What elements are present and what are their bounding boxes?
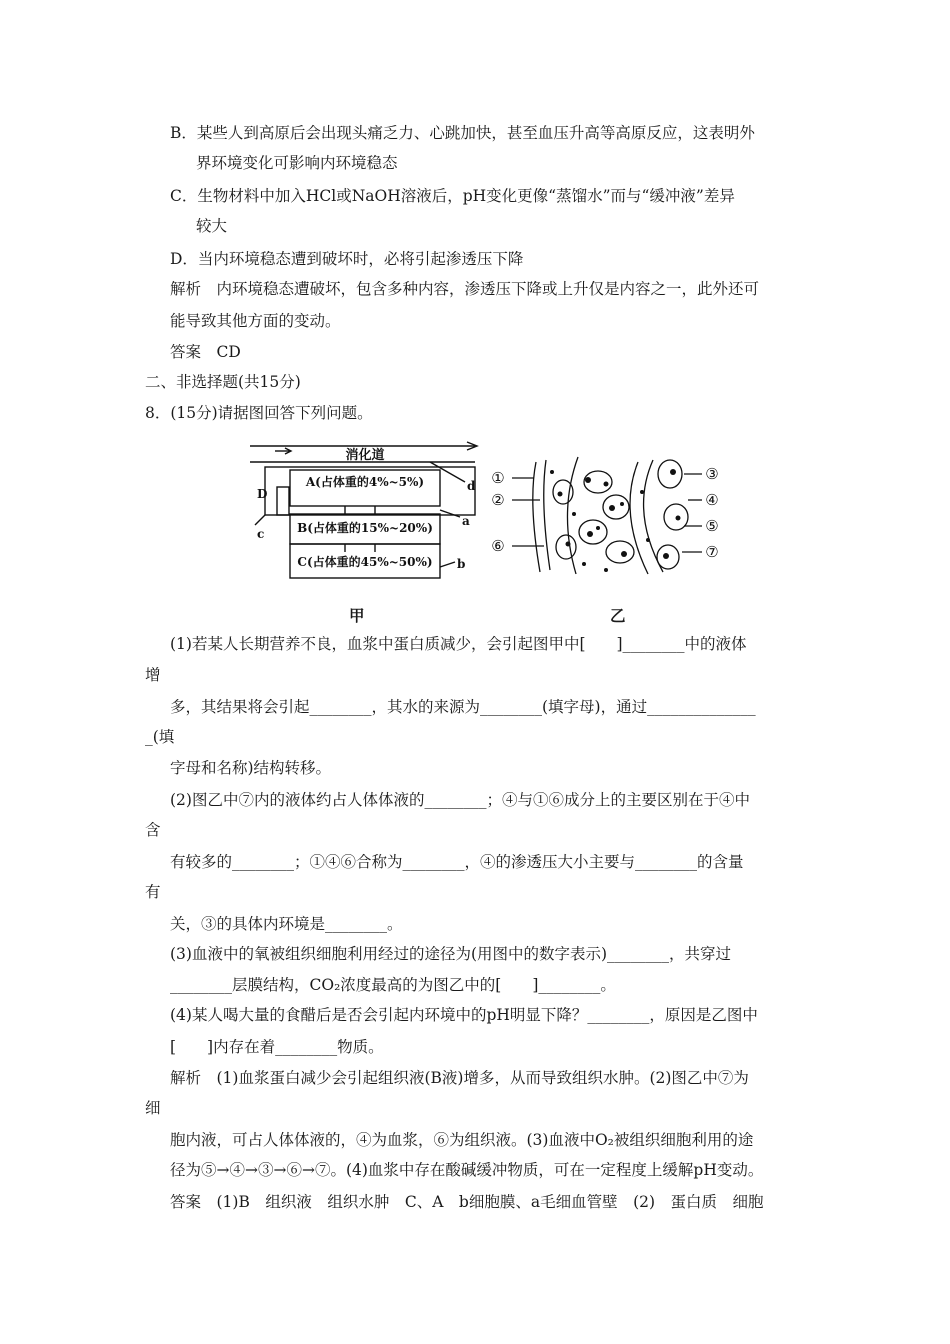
label-c: c [257, 527, 265, 541]
analysis-2-line1: 解析 (1)血浆蛋白减少会引起组织液(B液)增多，从而导致组织水肿。(2)图乙中⑦为 [170, 1069, 749, 1087]
caption-jia: 甲 [349, 606, 365, 625]
answer-2: 答案 (1)B 组织液 组织水肿 C、A b细胞膜、a毛细血管壁 (2) 蛋白质 细胞 [170, 1193, 764, 1211]
label-box-a: A(占体重的4%~5%) [305, 475, 425, 489]
option-c-line1: C．生物材料中加入HCl或NaOH溶液后，pH变化更像“蒸馏水”而与“缓冲液”差异 [170, 187, 735, 205]
option-c-line2: 较大 [196, 217, 228, 235]
q3-line1: (3)血液中的氧被组织细胞利用经过的途径为(用图中的数字表示)________，共穿过 [170, 945, 732, 963]
q1-line3: 多，其结果将会引起________，其水的来源为________(填字母)，通过______________ [170, 698, 756, 716]
q2-line4: 有 [145, 883, 161, 901]
q1-line1: (1)若某人长期营养不良，血浆中蛋白质减少，会引起图甲中[ ]________中的液体 [170, 635, 747, 653]
label-a: a [462, 514, 470, 528]
answer-1: 答案 CD [170, 343, 241, 361]
label-n7: ⑦ [705, 543, 719, 561]
label-n2: ② [491, 491, 505, 509]
caption-yi: 乙 [610, 606, 626, 625]
label-n6: ⑥ [491, 537, 505, 555]
analysis-2-line4: 径为⑤→④→③→⑥→⑦。(4)血浆中存在酸碱缓冲物质，可在一定程度上缓解pH变动。 [170, 1161, 764, 1179]
q1-line4: _(填 [145, 728, 175, 746]
q4-line1: (4)某人喝大量的食醋后是否会引起内环境中的pH明显下降？________，原因是乙图中 [170, 1006, 758, 1024]
analysis-1-line1: 解析 内环境稳态遭破坏，包含多种内容，渗透压下降或上升仅是内容之一，此外还可 [170, 280, 760, 298]
q1-line2: 增 [145, 666, 161, 684]
q2-line5: 关，③的具体内环境是________。 [170, 915, 403, 933]
analysis-2-line3: 胞内液，可占人体体液的，④为血浆，⑥为组织液。(3)血液中O₂被组织细胞利用的途 [170, 1131, 754, 1149]
option-b-line1: B．某些人到高原后会出现头痛乏力、心跳加快，甚至血压升高等高原反应，这表明外 [170, 124, 755, 142]
label-b: b [457, 557, 466, 571]
label-n5: ⑤ [705, 517, 719, 535]
label-n4: ④ [705, 491, 719, 509]
section-heading: 二、非选择题(共15分) [145, 373, 301, 391]
label-box-c: C(占体重的45%~50%) [297, 555, 433, 569]
label-box-b: B(占体重的15%~20%) [297, 521, 433, 535]
label-d: d [467, 479, 476, 493]
figure-yi [488, 452, 728, 584]
figure-yi-diagram [488, 452, 728, 584]
question-8-title: 8．(15分)请据图回答下列问题。 [145, 404, 373, 422]
q2-line2: 含 [145, 821, 161, 839]
q4-line2: [ ]内存在着________物质。 [170, 1038, 384, 1056]
q1-line5: 字母和名称)结构转移。 [170, 759, 332, 777]
label-n1: ① [491, 469, 505, 487]
q3-line2: ________层膜结构，CO₂浓度最高的为图乙中的[ ]________。 [170, 976, 616, 994]
label-n3: ③ [705, 465, 719, 483]
q2-line3: 有较多的________；①④⑥合称为________，④的渗透压大小主要与________的含量 [170, 853, 744, 871]
analysis-1-line2: 能导致其他方面的变动。 [170, 312, 341, 330]
q2-line1: (2)图乙中⑦内的液体约占人体体液的________；④与①⑥成分上的主要区别在于④中 [170, 791, 750, 809]
label-tube: 消化道 [345, 448, 385, 463]
option-b-line2: 界环境变化可影响内环境稳态 [196, 154, 398, 172]
figure-jia [245, 432, 495, 592]
figure-jia-diagram [245, 432, 495, 592]
label-d-left: D [257, 487, 268, 501]
option-d-line: D．当内环境稳态遭到破坏时，必将引起渗透压下降 [170, 250, 524, 268]
analysis-2-line2: 细 [145, 1099, 161, 1117]
